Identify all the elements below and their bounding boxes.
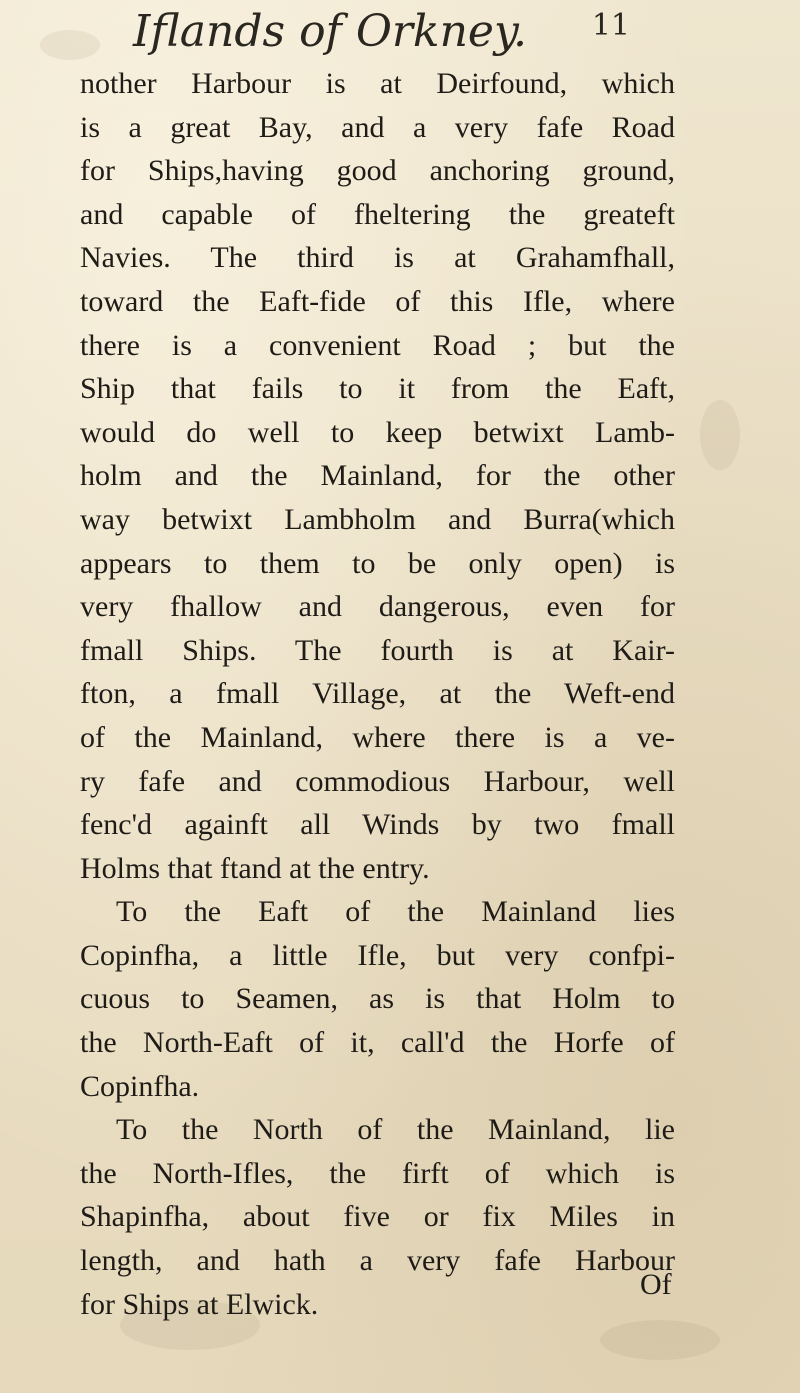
text-line: would do well to keep betwixt Lamb- <box>80 415 675 449</box>
text-line: Copinfha, a little Ifle, but very confpi- <box>80 938 675 972</box>
text-line: fenc'd againft all Winds by two fmall <box>80 808 675 842</box>
page-header <box>130 6 630 66</box>
text-line: very fhallow and dangerous, even for <box>80 590 675 624</box>
text-line: To the North of the Mainland, lie <box>116 1113 675 1147</box>
text-line: ry fafe and commodious Harbour, well <box>80 764 675 798</box>
paper-stain <box>700 400 740 470</box>
text-line: Ship that fails to it from the Eaft, <box>80 372 675 406</box>
text-line: Shapinfha, about five or fix Miles in <box>80 1200 675 1234</box>
text-line: length, and hath a very fafe Harbour <box>80 1244 675 1278</box>
text-line: and capable of fheltering the greateft <box>80 197 675 231</box>
text-line: fton, a fmall Village, at the Weft-end <box>80 677 675 711</box>
catchword: Of <box>640 1268 672 1301</box>
text-line: the North-Ifles, the firft of which is <box>80 1156 675 1190</box>
text-line: way betwixt Lambholm and Burra(which <box>80 502 675 536</box>
text-line: of the Mainland, where there is a ve- <box>80 720 675 754</box>
page-number: 11 <box>591 8 630 43</box>
text-line: there is a convenient Road ; but the <box>80 328 675 362</box>
text-line: Copinfha. <box>80 1069 200 1103</box>
text-line: cuous to Seamen, as is that Holm to <box>80 982 675 1016</box>
body-text <box>80 62 675 1326</box>
text-line: Navies. The third is at Grahamfhall, <box>80 241 675 275</box>
text-line: for Ships at Elwick. <box>80 1287 319 1321</box>
text-line: is a great Bay, and a very fafe Road <box>80 110 675 144</box>
text-line: Holms that ftand at the entry. <box>80 851 430 885</box>
text-line: the North-Eaft of it, call'd the Horfe of <box>80 1026 675 1060</box>
text-line: holm and the Mainland, for the other <box>80 459 675 493</box>
text-line: To the Eaft of the Mainland lies <box>116 895 675 929</box>
text-line: appears to them to be only open) is <box>80 546 675 580</box>
text-line: toward the Eaft-fide of this Ifle, where <box>80 284 675 318</box>
text-line: fmall Ships. The fourth is at Kair- <box>80 633 675 667</box>
text-line: for Ships,having good anchoring ground, <box>80 154 675 188</box>
running-title: Iflands of Orkney. <box>133 6 527 57</box>
paper-stain <box>40 30 100 60</box>
text-line: nother Harbour is at Deirfound, which <box>80 67 675 100</box>
